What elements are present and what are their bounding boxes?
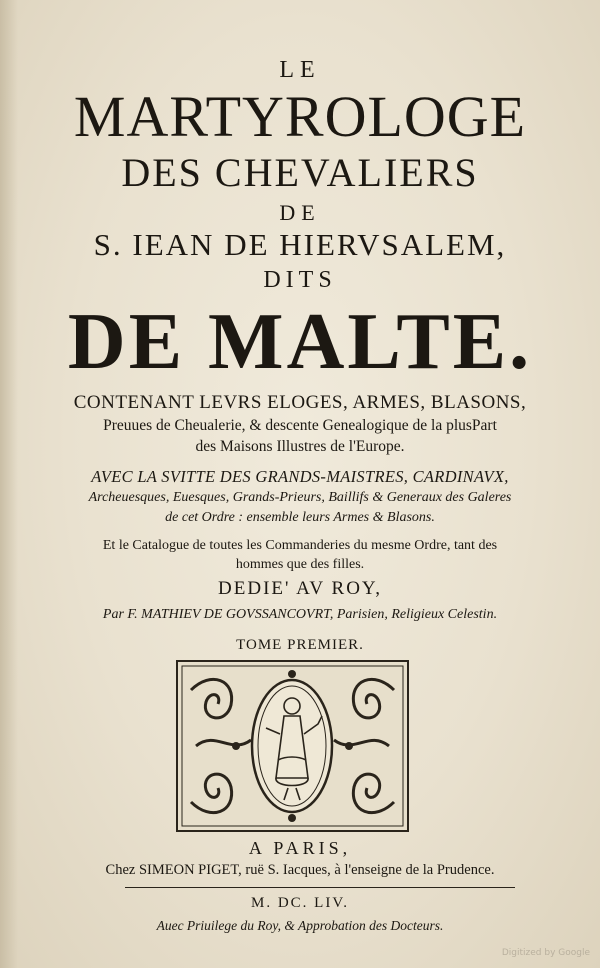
watermark: Digitized by Google: [501, 948, 590, 958]
dedication: DEDIE' AV ROY,: [218, 578, 382, 599]
title-des-chevaliers: DES CHEVALIERS: [121, 150, 479, 195]
title-dits: DITS: [263, 267, 337, 293]
subtitle-catalogue: Et le Catalogue de toutes les Commanderies du mesme Ordre, tant des: [102, 538, 498, 553]
divider-rule: [125, 887, 515, 888]
subtitle-hommes: hommes que des filles.: [235, 557, 365, 572]
subtitle-preuues: Preuues de Cheualerie, & descente Genealogique de la plusPart: [103, 417, 497, 434]
imprint-publisher: Chez SIMEON PIGET, ruë S. Iacques, à l'enseigne de la Prudence.: [105, 862, 495, 878]
title-le: LE: [279, 57, 321, 83]
subtitle-archeuesques: Archeuesques, Euesques, Grands-Prieurs, Baillifs & Generaux des Galeres: [88, 490, 512, 505]
subtitle-avec: AVEC LA SVITTE DES GRANDS-MAISTRES, CARDINAVX,: [91, 467, 509, 486]
privilege-line: Auec Priuilege du Roy, & Approbation des Docteurs.: [156, 918, 444, 933]
author-line: Par F. MATHIEV DE GOVSSANCOVRT, Parisien, Religieux Celestin.: [102, 607, 498, 622]
title-martyrologe: MARTYROLOGE: [73, 84, 527, 149]
subtitle-maisons: des Maisons Illustres de l'Europe.: [195, 438, 405, 455]
title-de-malte: DE MALTE.: [67, 298, 533, 386]
volume-label: TOME PREMIER.: [236, 637, 364, 653]
subtitle-ordre: de cet Ordre : ensemble leurs Armes & Blasons.: [165, 510, 435, 525]
imprint-city: A PARIS,: [248, 838, 352, 858]
subtitle-contenant: CONTENANT LEVRS ELOGES, ARMES, BLASONS,: [73, 392, 527, 413]
title-de: DE: [279, 200, 321, 225]
imprint-year: M. DC. LIV.: [251, 895, 349, 911]
prudence-emblem-icon: [176, 660, 409, 832]
title-saint-jean: S. IEAN DE HIERVSALEM,: [93, 227, 507, 262]
